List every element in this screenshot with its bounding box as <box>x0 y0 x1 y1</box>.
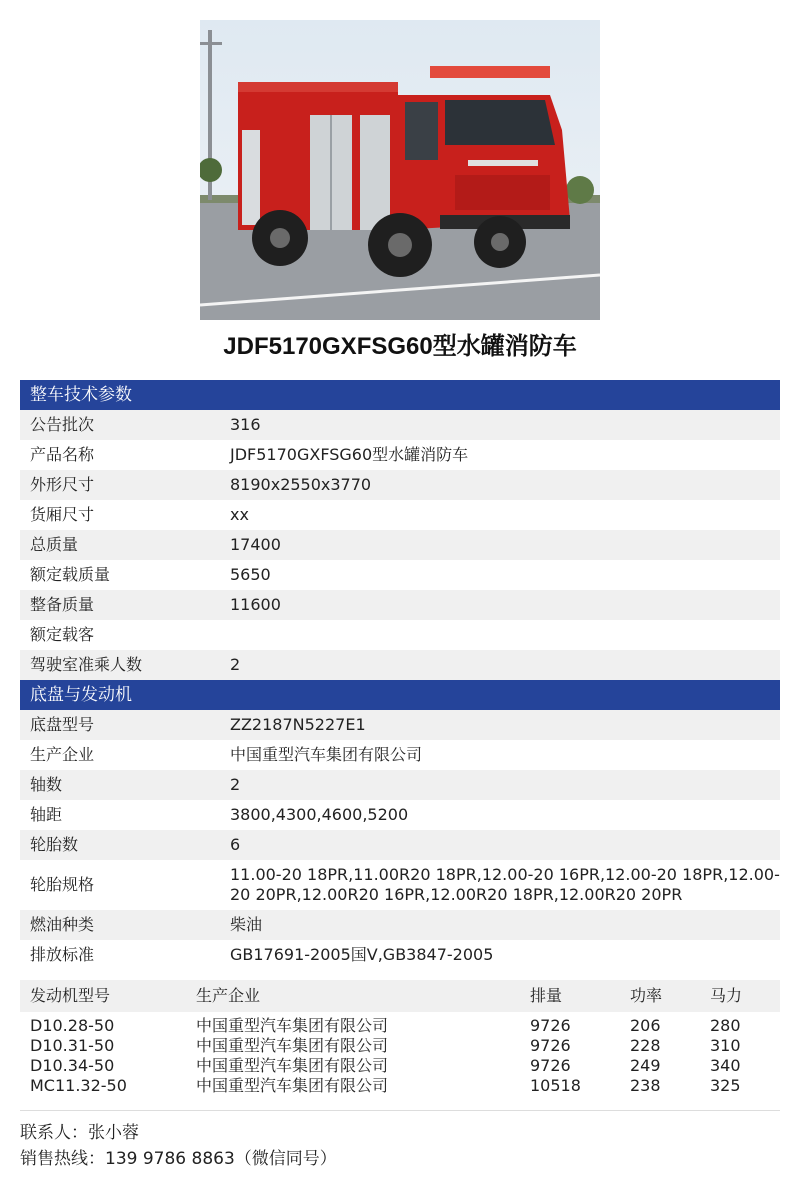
spec-row <box>20 530 780 560</box>
spec-label: 生产企业 <box>30 745 95 764</box>
spec-value: 8190x2550x3770 <box>230 475 372 494</box>
spec-value: xx <box>230 505 249 524</box>
contact-info <box>20 1120 337 1172</box>
engine-hp: 310 <box>710 1036 741 1055</box>
header-horsepower: 马力 <box>710 986 743 1005</box>
spec-label: 货厢尺寸 <box>30 505 95 524</box>
engine-power: 249 <box>630 1056 661 1075</box>
truck-photo <box>200 20 600 320</box>
spec-value: GB17691-2005国Ⅴ,GB3847-2005 <box>230 945 494 964</box>
spec-row <box>20 830 780 860</box>
engine-table <box>20 980 780 1096</box>
spec-label: 总质量 <box>30 535 79 554</box>
spec-label: 产品名称 <box>30 445 95 464</box>
header-engine-model: 发动机型号 <box>30 986 111 1005</box>
spec-row <box>20 860 780 910</box>
engine-maker: 中国重型汽车集团有限公司 <box>196 1036 389 1055</box>
spec-label: 公告批次 <box>30 415 95 434</box>
engine-power: 206 <box>630 1016 661 1035</box>
fire-truck-illustration <box>200 20 600 320</box>
spec-label: 排放标准 <box>30 945 95 964</box>
spec-label: 整备质量 <box>30 595 95 614</box>
spec-row <box>20 740 780 770</box>
contact-person: 联系人：张小蓉 <box>20 1123 139 1143</box>
spec-value <box>230 620 780 650</box>
engine-maker: 中国重型汽车集团有限公司 <box>196 1016 389 1035</box>
spec-row <box>20 440 780 470</box>
spec-value: ZZ2187N5227E1 <box>230 715 366 734</box>
product-title: JDF5170GXFSG60型水罐消防车 <box>223 333 577 360</box>
spec-row <box>20 560 780 590</box>
spec-value: 316 <box>230 415 261 434</box>
header-maker: 生产企业 <box>196 986 261 1005</box>
spec-row <box>20 650 780 680</box>
spec-value: JDF5170GXFSG60型水罐消防车 <box>230 445 469 464</box>
spec-row <box>20 940 780 970</box>
spec-label: 驾驶室准乘人数 <box>30 655 143 674</box>
spec-row <box>20 910 780 940</box>
engine-model: D10.31-50 <box>30 1036 115 1055</box>
engine-table-body <box>20 1012 780 1096</box>
spec-label: 外形尺寸 <box>30 475 95 494</box>
spec-label: 额定载客 <box>30 625 95 644</box>
header-displacement: 排量 <box>530 986 563 1005</box>
spec-value: 11.00-20 18PR,11.00R20 18PR,12.00-20 16PR,12.00-20 18PR,12.00-20 20PR,12.00R20 16PR,12.00R20 18PR,12.00R20 20PR <box>230 865 780 904</box>
spec-row <box>20 620 780 650</box>
engine-model: D10.34-50 <box>30 1056 115 1075</box>
spec-value: 17400 <box>230 535 281 554</box>
table-row <box>20 1056 780 1076</box>
engine-model: D10.28-50 <box>30 1016 115 1035</box>
engine-displacement: 10518 <box>530 1076 581 1095</box>
spec-row <box>20 410 780 440</box>
spec-row <box>20 800 780 830</box>
spec-row <box>20 500 780 530</box>
engine-power: 238 <box>630 1076 661 1095</box>
engine-displacement: 9726 <box>530 1056 571 1075</box>
spec-label: 轴数 <box>30 775 63 794</box>
header-power: 功率 <box>630 986 663 1005</box>
spec-label: 轴距 <box>30 805 63 824</box>
section-header-chassis: 底盘与发动机 <box>20 680 780 710</box>
spec-row <box>20 770 780 800</box>
engine-hp: 340 <box>710 1056 741 1075</box>
table-row <box>20 1036 780 1056</box>
section-header-vehicle: 整车技术参数 <box>20 380 780 410</box>
engine-maker: 中国重型汽车集团有限公司 <box>196 1056 389 1075</box>
engine-table-header <box>20 980 780 1012</box>
spec-label: 底盘型号 <box>30 715 95 734</box>
spec-value: 2 <box>230 655 241 674</box>
spec-value: 11600 <box>230 595 281 614</box>
sales-hotline: 销售热线：139 9786 8863（微信同号） <box>20 1149 337 1169</box>
spec-value: 2 <box>230 775 241 794</box>
table-row <box>20 1076 780 1096</box>
divider <box>20 1110 780 1111</box>
engine-hp: 325 <box>710 1076 741 1095</box>
spec-row <box>20 470 780 500</box>
spec-value: 6 <box>230 835 241 854</box>
spec-value: 柴油 <box>230 915 263 934</box>
spec-value: 3800,4300,4600,5200 <box>230 805 409 824</box>
engine-hp: 280 <box>710 1016 741 1035</box>
spec-value: 中国重型汽车集团有限公司 <box>230 745 423 764</box>
engine-power: 228 <box>630 1036 661 1055</box>
spec-label: 轮胎规格 <box>30 875 95 894</box>
spec-label: 燃油种类 <box>30 915 95 934</box>
spec-row <box>20 590 780 620</box>
spec-row <box>20 710 780 740</box>
spec-value: 5650 <box>230 565 271 584</box>
engine-model: MC11.32-50 <box>30 1076 127 1095</box>
table-row <box>20 1016 780 1036</box>
engine-displacement: 9726 <box>530 1016 571 1035</box>
engine-displacement: 9726 <box>530 1036 571 1055</box>
spec-label: 轮胎数 <box>30 835 79 854</box>
spec-table <box>20 380 780 970</box>
engine-maker: 中国重型汽车集团有限公司 <box>196 1076 389 1095</box>
spec-label: 额定载质量 <box>30 565 111 584</box>
